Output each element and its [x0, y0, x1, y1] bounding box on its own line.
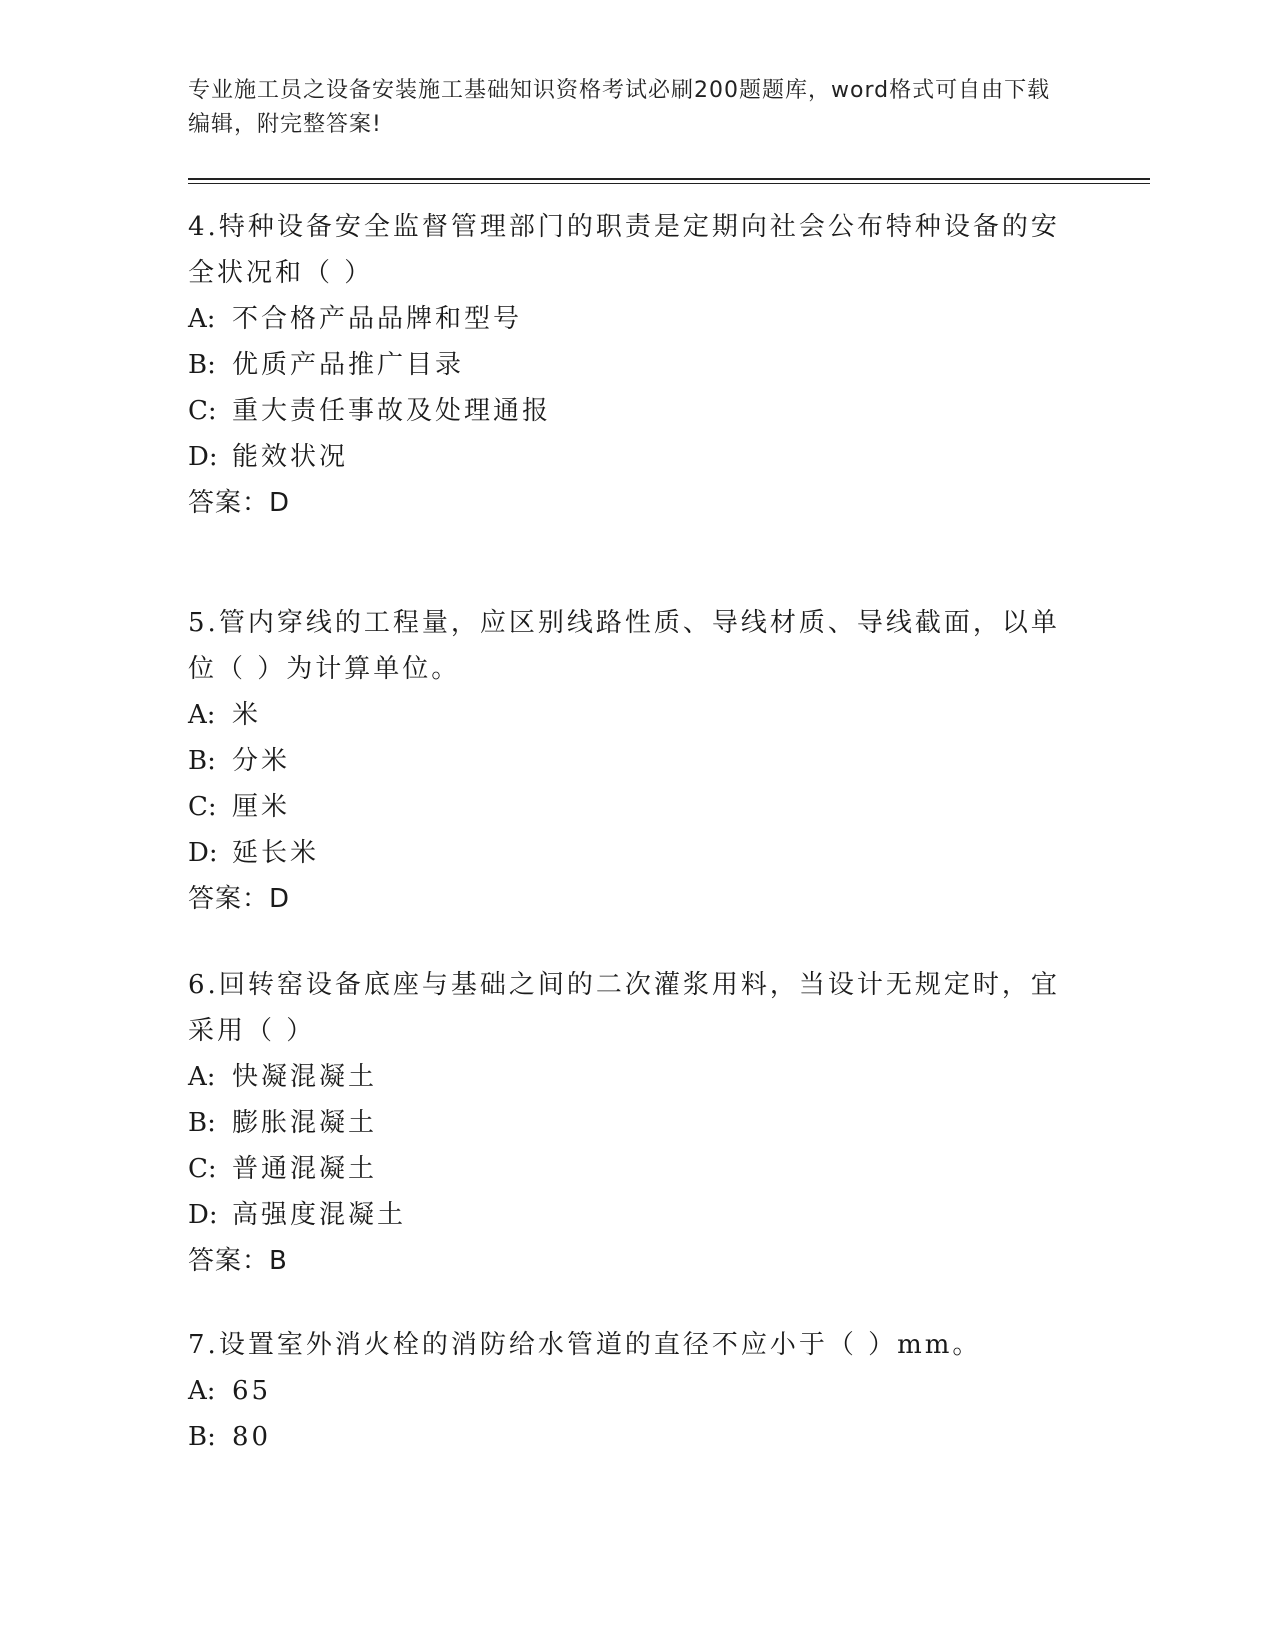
- question-body: 管内穿线的工程量，应区别线路性质、导线材质、导线截面，以单位（ ）为计算单位。: [188, 608, 1060, 684]
- option-a: [188, 1054, 1068, 1100]
- option-text: 高强度混凝土: [232, 1200, 407, 1230]
- option-d: [188, 1192, 1068, 1238]
- question-7: [188, 1322, 1068, 1460]
- header-divider-thick: [188, 178, 1150, 180]
- option-c: [188, 1146, 1068, 1192]
- option-letter: B:: [188, 746, 216, 776]
- option-text: 普通混凝土: [232, 1154, 378, 1184]
- question-number: 5.: [188, 608, 219, 638]
- option-text: 分米: [232, 746, 291, 776]
- question-number: 4.: [188, 212, 219, 242]
- option-letter: D:: [188, 442, 218, 472]
- option-letter: B:: [188, 1108, 216, 1138]
- option-letter: C:: [188, 792, 217, 822]
- option-b: [188, 342, 1068, 388]
- answer: 答案：D: [188, 488, 291, 518]
- option-letter: A:: [188, 1062, 216, 1092]
- document-header: 专业施工员之设备安装施工基础知识资格考试必刷200题题库，word格式可自由下载编辑，附完整答案!: [188, 78, 1051, 137]
- option-b: [188, 738, 1068, 784]
- option-text: 快凝混凝土: [232, 1062, 378, 1092]
- question-text: [188, 1322, 1068, 1368]
- option-text: 65: [232, 1376, 272, 1406]
- question-body: 回转窑设备底座与基础之间的二次灌浆用料，当设计无规定时，宜采用（ ）: [188, 970, 1060, 1046]
- question-4: [188, 204, 1068, 526]
- option-letter: D:: [188, 838, 218, 868]
- option-text: 优质产品推广目录: [232, 350, 465, 380]
- question-body: 特种设备安全监督管理部门的职责是定期向社会公布特种设备的安全状况和（ ）: [188, 212, 1060, 288]
- option-letter: A:: [188, 700, 216, 730]
- question-number: 6.: [188, 970, 219, 1000]
- option-letter: D:: [188, 1200, 218, 1230]
- question-text: [188, 600, 1068, 692]
- option-b: [188, 1414, 1068, 1460]
- option-d: [188, 830, 1068, 876]
- option-text: 能效状况: [232, 442, 349, 472]
- question-text: [188, 962, 1068, 1054]
- option-text: 重大责任事故及处理通报: [232, 396, 552, 426]
- option-text: 米: [232, 700, 262, 730]
- option-text: 膨胀混凝土: [232, 1108, 378, 1138]
- question-5: [188, 600, 1068, 922]
- question-body: 设置室外消火栓的消防给水管道的直径不应小于（ ）mm。: [218, 1330, 982, 1360]
- option-a: [188, 296, 1068, 342]
- option-c: [188, 784, 1068, 830]
- option-b: [188, 1100, 1068, 1146]
- question-text: [188, 204, 1068, 296]
- header-divider-thin: [188, 183, 1150, 184]
- option-a: [188, 692, 1068, 738]
- option-letter: A:: [188, 1376, 216, 1406]
- option-c: [188, 388, 1068, 434]
- question-6: [188, 962, 1068, 1284]
- option-a: [188, 1368, 1068, 1414]
- option-text: 不合格产品品牌和型号: [232, 304, 523, 334]
- answer: 答案：D: [188, 884, 291, 914]
- option-letter: A:: [188, 304, 216, 334]
- answer: 答案：B: [188, 1246, 288, 1276]
- option-letter: B:: [188, 350, 216, 380]
- option-text: 厘米: [232, 792, 291, 822]
- option-text: 80: [232, 1422, 272, 1452]
- option-letter: B:: [188, 1422, 216, 1452]
- option-letter: C:: [188, 1154, 217, 1184]
- question-number: 7.: [188, 1330, 219, 1360]
- option-d: [188, 434, 1068, 480]
- option-text: 延长米: [232, 838, 320, 868]
- option-letter: C:: [188, 396, 217, 426]
